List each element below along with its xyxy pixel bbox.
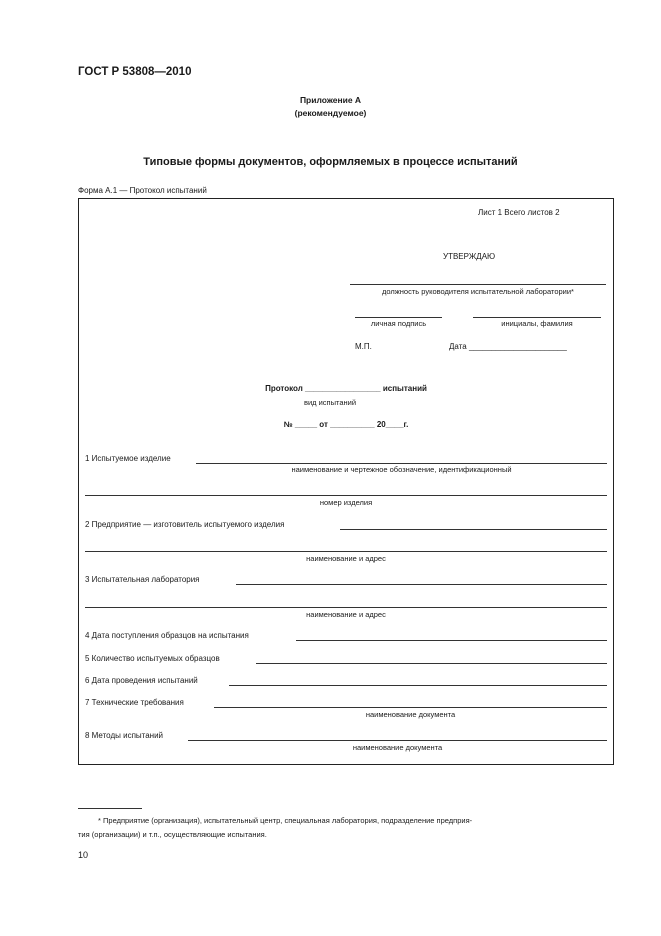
item-1-line-2 <box>85 495 607 496</box>
standard-header: ГОСТ Р 53808—2010 <box>78 66 192 78</box>
appendix-title: Приложение А <box>299 95 362 105</box>
item-3-label: 3 Испытательная лаборатория <box>85 575 200 584</box>
stamp-label: М.П. <box>355 342 372 351</box>
item-7-caption: наименование документа <box>365 710 456 719</box>
footnote-separator <box>78 808 142 809</box>
footnote-line-1: * Предприятие (организация), испытательный центр, специальная лаборатория, подразделение предприя- <box>98 816 473 825</box>
form-label: Форма А.1 — Протокол испытаний <box>78 186 207 195</box>
item-5-line <box>256 663 607 664</box>
position-caption: должность руководителя испытательной лаборатории* <box>382 287 574 296</box>
date-field: Дата ______________________ <box>449 342 567 351</box>
item-3-line <box>236 584 607 585</box>
item-7-label: 7 Технические требования <box>85 698 184 707</box>
signature-line <box>355 317 442 318</box>
sheet-info: Лист 1 Всего листов 2 <box>478 208 560 217</box>
item-6-line <box>229 685 607 686</box>
item-1-label: 1 Испытуемое изделие <box>85 454 171 463</box>
item-2-line-2 <box>85 551 607 552</box>
item-2-caption: наименование и адрес <box>306 554 386 563</box>
item-3-line-2 <box>85 607 607 608</box>
item-8-caption: наименование документа <box>352 743 443 752</box>
name-line <box>473 317 601 318</box>
item-2-line <box>340 529 607 530</box>
appendix-status: (рекомендуемое) <box>294 108 367 118</box>
item-7-line <box>214 707 607 708</box>
footnote-line-2: тия (организации) и т.п., осуществляющие испытания. <box>78 830 267 839</box>
item-3-caption: наименование и адрес <box>306 610 386 619</box>
signature-caption: личная подпись <box>370 319 427 328</box>
item-8-label: 8 Методы испытаний <box>85 731 164 740</box>
page-number: 10 <box>78 850 89 860</box>
item-5-label: 5 Количество испытуемых образцов <box>85 654 220 663</box>
approve-label: УТВЕРЖДАЮ <box>443 252 496 261</box>
item-1-caption: наименование и чертежное обозначение, идентификационный <box>291 465 512 474</box>
protocol-subcaption: вид испытаний <box>303 398 357 407</box>
item-4-label: 4 Дата поступления образцов на испытания <box>85 631 249 640</box>
protocol-number: № _____ от __________ 20____г. <box>283 420 409 429</box>
item-8-line <box>188 740 607 741</box>
item-6-label: 6 Дата проведения испытаний <box>85 676 198 685</box>
item-1-caption-2: номер изделия <box>319 498 373 507</box>
item-2-label: 2 Предприятие — изготовитель испытуемого изделия <box>85 520 285 529</box>
name-caption: инициалы, фамилия <box>501 319 573 328</box>
position-line <box>350 284 606 285</box>
protocol-title: Протокол _________________ испытаний <box>265 384 427 393</box>
item-1-line <box>196 463 607 464</box>
section-title: Типовые формы документов, оформляемых в процессе испытаний <box>143 156 518 168</box>
item-4-line <box>296 640 607 641</box>
